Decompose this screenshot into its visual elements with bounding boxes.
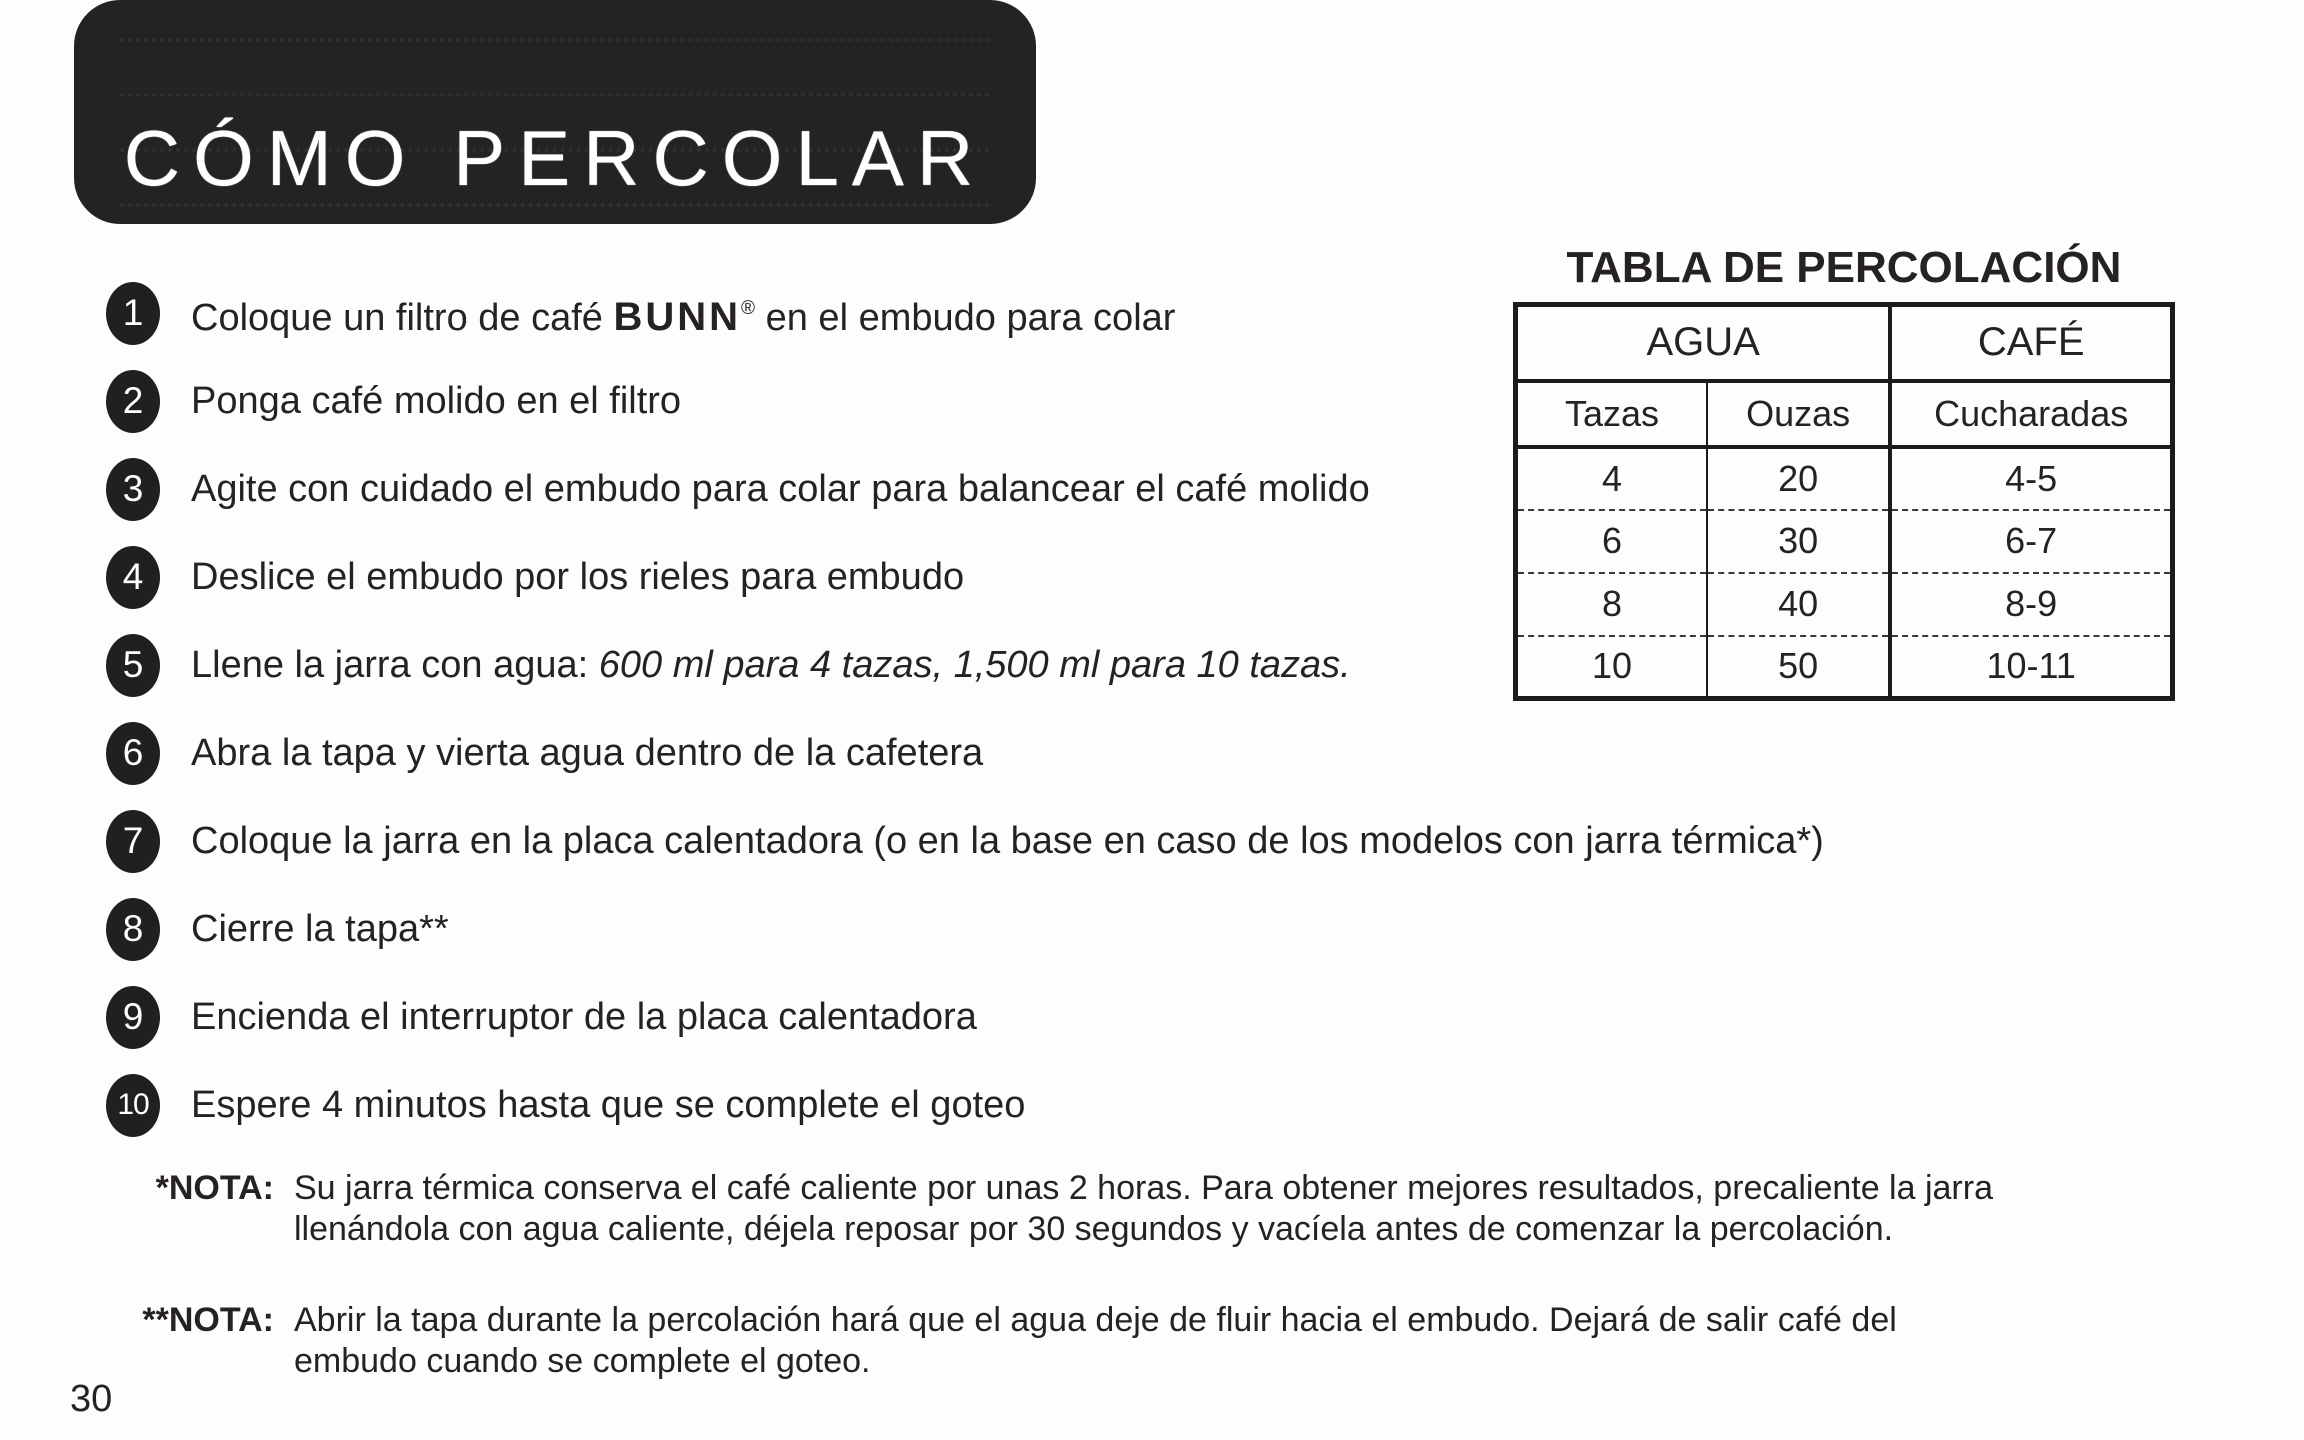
step-text-segment: en el embudo para colar bbox=[755, 296, 1176, 339]
table-cell: 8-9 bbox=[1890, 573, 2172, 636]
page-number: 30 bbox=[70, 1378, 113, 1420]
step-text-segment: Encienda el interruptor de la placa calentadora bbox=[191, 996, 977, 1038]
note-text-line: Abrir la tapa durante la percolación hará que el agua deje de fluir hacia el embudo. Dejará de salir café del bbox=[294, 1301, 1897, 1339]
page-title: CÓMO PERCOLAR bbox=[123, 114, 987, 202]
percolation-table-body bbox=[1516, 305, 2173, 699]
step-text bbox=[191, 286, 1175, 341]
note-item bbox=[106, 1168, 1993, 1250]
step-text-segment: Llene la jarra con agua: bbox=[191, 644, 599, 686]
step-text bbox=[191, 642, 1351, 688]
step-item bbox=[106, 973, 1824, 1061]
table-cell: 6-7 bbox=[1890, 510, 2172, 573]
step-number-badge bbox=[106, 634, 160, 697]
table-cell: 8 bbox=[1516, 573, 1707, 636]
step-number: 9 bbox=[122, 996, 144, 1037]
step-text-segment: Espere 4 minutos hasta que se complete el goteo bbox=[191, 1084, 1026, 1126]
bunn-logo-text: BUNN bbox=[613, 294, 742, 339]
table-row bbox=[1516, 636, 2173, 699]
note-text-line: Su jarra térmica conserva el café caliente por unas 2 horas. Para obtener mejores resultados, precaliente la jarra bbox=[294, 1169, 1993, 1207]
note-item bbox=[106, 1300, 1993, 1382]
step-number: 8 bbox=[122, 908, 144, 949]
table-cell: 20 bbox=[1707, 447, 1890, 510]
percolation-table bbox=[1513, 302, 2175, 701]
step-number: 7 bbox=[122, 820, 144, 861]
group-header-agua: AGUA bbox=[1516, 305, 1891, 381]
table-cell: 30 bbox=[1707, 510, 1890, 573]
step-text bbox=[191, 994, 977, 1040]
table-cell: 4 bbox=[1516, 447, 1707, 510]
table-group-header-row bbox=[1516, 305, 2173, 381]
step-number: 3 bbox=[122, 468, 144, 509]
step-item bbox=[106, 1061, 1824, 1149]
step-number: 4 bbox=[122, 556, 144, 597]
step-text bbox=[191, 730, 983, 776]
table-cell: 10 bbox=[1516, 636, 1707, 699]
registered-mark: ® bbox=[741, 297, 756, 319]
table-row bbox=[1516, 447, 2173, 510]
step-number-badge bbox=[106, 458, 160, 521]
step-number-badge bbox=[106, 722, 160, 785]
note-text-line: llenándola con agua caliente, déjela reposar por 30 segundos y vacíela antes de comenzar la percolación. bbox=[294, 1210, 1894, 1248]
step-item bbox=[106, 709, 1824, 797]
step-number: 5 bbox=[122, 644, 144, 685]
step-text bbox=[191, 1082, 1025, 1128]
step-number-badge bbox=[106, 370, 160, 433]
banner-dot-texture bbox=[120, 203, 990, 207]
step-text-segment: Ponga café molido en el filtro bbox=[191, 380, 682, 422]
table-row bbox=[1516, 573, 2173, 636]
table-cell: 10-11 bbox=[1890, 636, 2172, 699]
step-text bbox=[191, 554, 964, 600]
step-item bbox=[106, 885, 1824, 973]
step-number-badge bbox=[106, 1074, 160, 1137]
step-number-badge bbox=[106, 898, 160, 961]
step-text-segment: Coloque la jarra en la placa calentadora (o en la base en caso de los modelos con jarra térmica*) bbox=[191, 820, 1824, 862]
table-cell: 40 bbox=[1707, 573, 1890, 636]
table-column-header-row bbox=[1516, 381, 2173, 447]
note-label: **NOTA: bbox=[142, 1301, 274, 1339]
step-number-badge bbox=[106, 810, 160, 873]
percolation-table-title: TABLA DE PERCOLACIÓN bbox=[1566, 243, 2122, 292]
step-text-segment: 600 ml para 4 tazas, 1,500 ml para 10 tazas. bbox=[598, 644, 1351, 686]
step-text bbox=[191, 378, 681, 424]
step-text-segment: Deslice el embudo por los rieles para embudo bbox=[191, 556, 965, 598]
step-number-badge bbox=[106, 986, 160, 1049]
step-number: 10 bbox=[117, 1088, 149, 1121]
step-number: 2 bbox=[122, 380, 144, 421]
step-number: 1 bbox=[122, 292, 144, 333]
banner-dot-texture bbox=[120, 38, 990, 42]
banner-dot-texture bbox=[120, 93, 990, 97]
note-label: *NOTA: bbox=[155, 1169, 274, 1207]
step-text-segment: Cierre la tapa** bbox=[191, 908, 449, 950]
note-text bbox=[294, 1168, 1993, 1250]
column-header: Cucharadas bbox=[1890, 381, 2172, 447]
group-header-cafe: CAFÉ bbox=[1890, 305, 2172, 381]
step-item bbox=[106, 797, 1824, 885]
column-header: Tazas bbox=[1516, 381, 1707, 447]
step-text bbox=[191, 906, 449, 952]
notes-section bbox=[106, 1168, 1993, 1432]
note-text bbox=[294, 1300, 1897, 1382]
step-number-badge bbox=[106, 546, 160, 609]
step-text-segment: Coloque un filtro de café bbox=[191, 296, 614, 339]
step-text-segment: Agite con cuidado el embudo para colar para balancear el café molido bbox=[191, 468, 1370, 510]
step-text bbox=[191, 466, 1370, 512]
table-cell: 6 bbox=[1516, 510, 1707, 573]
table-cell: 50 bbox=[1707, 636, 1890, 699]
step-number: 6 bbox=[122, 732, 144, 773]
table-row bbox=[1516, 510, 2173, 573]
step-text-segment: Abra la tapa y vierta agua dentro de la cafetera bbox=[191, 732, 984, 774]
header-banner bbox=[74, 0, 1036, 224]
column-header: Ouzas bbox=[1707, 381, 1890, 447]
step-number-badge bbox=[106, 282, 160, 345]
step-text bbox=[191, 818, 1824, 864]
note-text-line: embudo cuando se complete el goteo. bbox=[294, 1342, 871, 1380]
table-cell: 4-5 bbox=[2005, 457, 2058, 499]
